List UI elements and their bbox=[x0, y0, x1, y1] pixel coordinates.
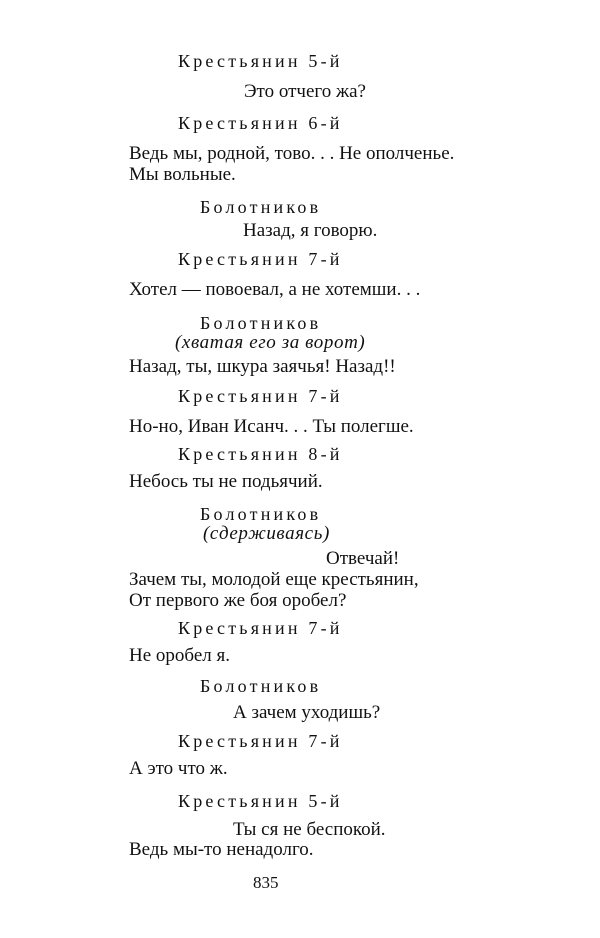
dialogue-line: Небось ты не подьячий. bbox=[129, 471, 323, 492]
dialogue-line: А это что ж. bbox=[129, 758, 228, 779]
speaker-name: Крестьянин 7-й bbox=[178, 386, 343, 406]
speaker-name: Крестьянин 5-й bbox=[178, 51, 343, 71]
dialogue-line: Зачем ты, молодой еще крестьянин, bbox=[129, 569, 419, 590]
dialogue-line: Это отчего жа? bbox=[244, 81, 366, 102]
speaker-name: Болотников bbox=[200, 197, 322, 217]
speaker-name: Крестьянин 5-й bbox=[178, 791, 343, 811]
dialogue-line: Хотел — повоевал, а не хотемши. . . bbox=[129, 279, 421, 300]
speaker-name: Крестьянин 7-й bbox=[178, 249, 343, 269]
speaker-name: Болотников bbox=[200, 504, 322, 524]
dialogue-line: Назад, ты, шкура заячья! Назад!! bbox=[129, 356, 396, 377]
speaker-name: Крестьянин 6-й bbox=[178, 113, 343, 133]
dialogue-line: От первого же боя оробел? bbox=[129, 590, 347, 611]
dialogue-line: А зачем уходишь? bbox=[233, 702, 381, 723]
stage-direction: (хватая его за ворот) bbox=[175, 332, 366, 353]
dialogue-line: Ведь мы, родной, тово. . . Не ополченье. bbox=[129, 143, 455, 164]
dialogue-line: Ведь мы-то ненадолго. bbox=[129, 839, 314, 860]
dialogue-line: Не оробел я. bbox=[129, 645, 230, 666]
speaker-name: Крестьянин 7-й bbox=[178, 618, 343, 638]
dialogue-line: Но-но, Иван Исанч. . . Ты полегше. bbox=[129, 416, 414, 437]
speaker-name: Крестьянин 8-й bbox=[178, 444, 343, 464]
page-number: 835 bbox=[253, 873, 279, 892]
stage-direction: (сдерживаясь) bbox=[203, 523, 330, 544]
dialogue-line: Ты ся не беспокой. bbox=[233, 819, 386, 840]
dialogue-line: Назад, я говорю. bbox=[243, 220, 378, 241]
speaker-name: Крестьянин 7-й bbox=[178, 731, 343, 751]
dialogue-line: Мы вольные. bbox=[129, 164, 236, 185]
speaker-name: Болотников bbox=[200, 313, 322, 333]
dialogue-line: Отвечай! bbox=[326, 548, 400, 569]
speaker-name: Болотников bbox=[200, 676, 322, 696]
